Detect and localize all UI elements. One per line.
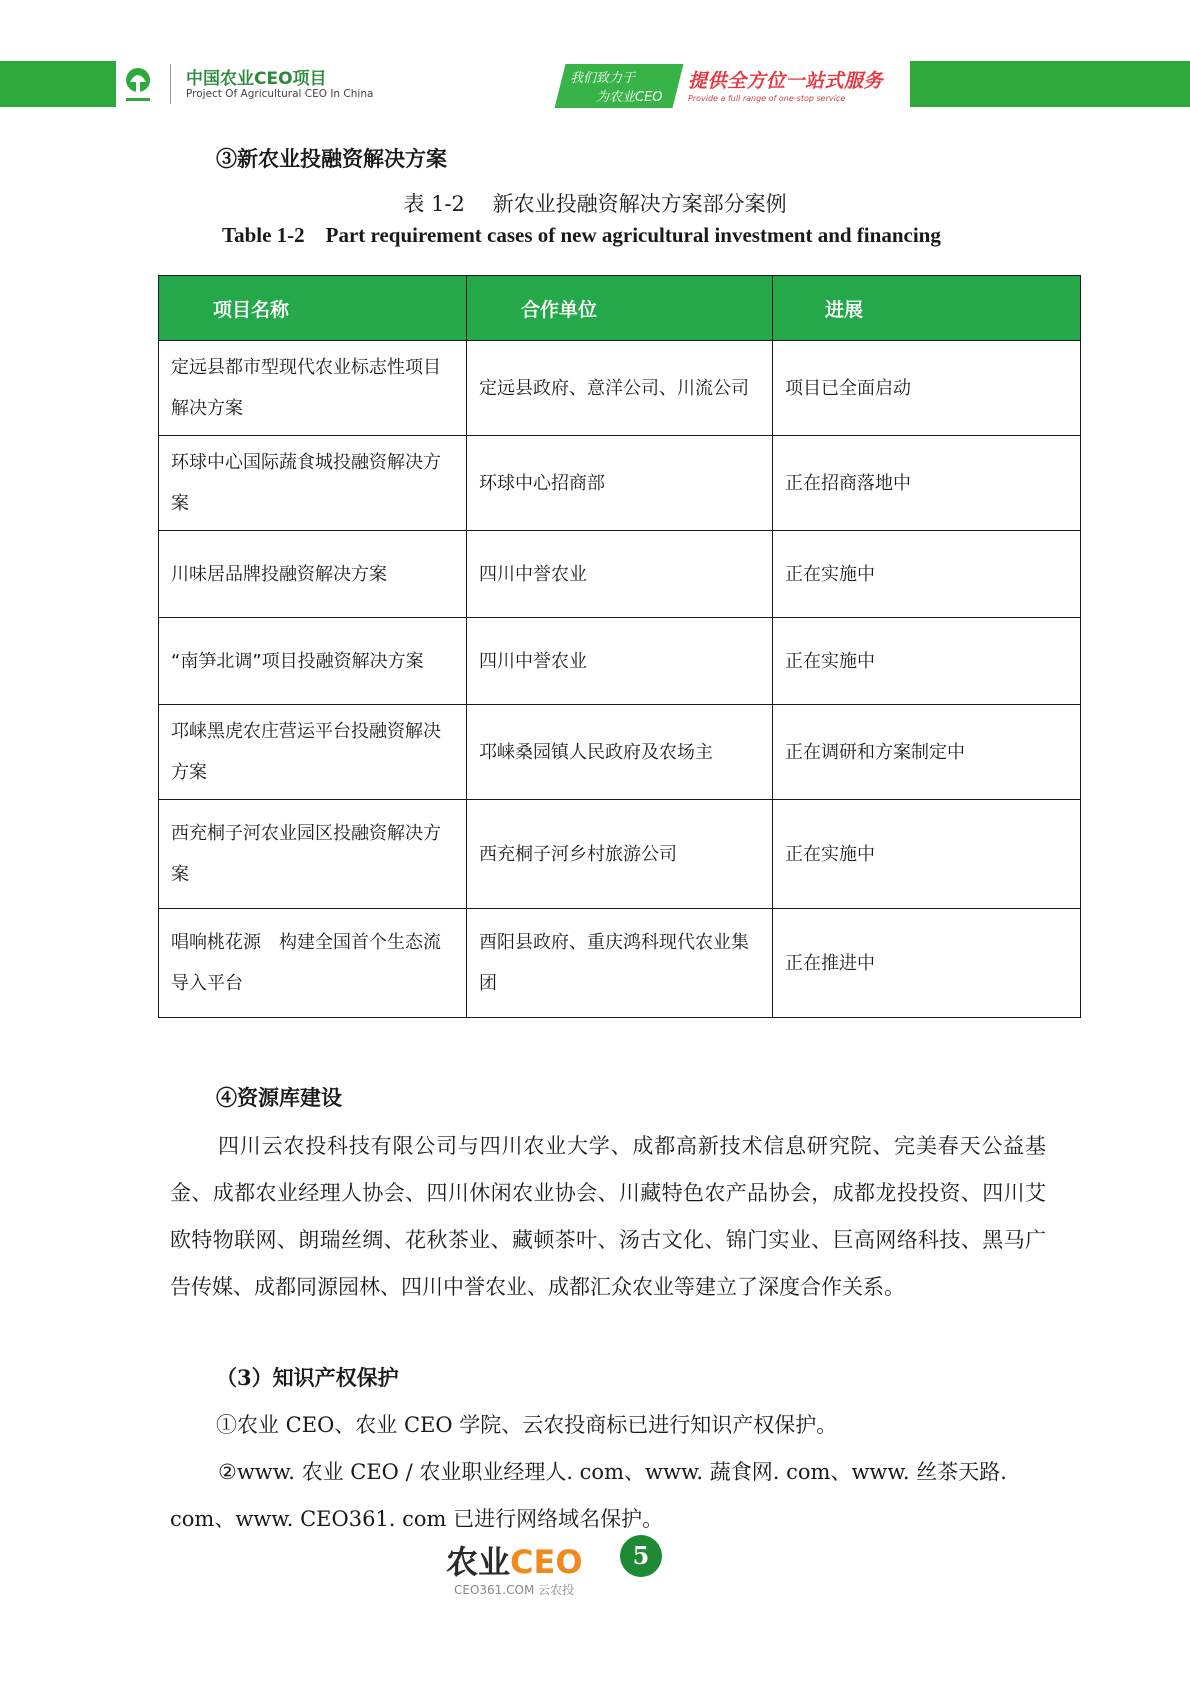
table-row [159, 800, 1081, 909]
cell-progress: 正在推进中 [773, 909, 1081, 1018]
column-header-progress: 进展 [773, 276, 1081, 341]
cell-project-name: 环球中心国际蔬食城投融资解决方案 [159, 436, 467, 531]
slogan-line-2: 为农业CEO [596, 90, 663, 105]
footer-brand [446, 1537, 583, 1583]
cell-partner: 环球中心招商部 [467, 436, 773, 531]
cell-project-name: 唱响桃花源 构建全国首个生态流导入平台 [159, 909, 467, 1018]
resource-paragraph: 四川云农投科技有限公司与四川农业大学、成都高新技术信息研究院、完美春天公益基金、成都农业经理人协会、四川休闲农业协会、川藏特色农产品协会，成都龙投投资、四川艾欧特物联网、朗瑞丝绸、花秋茶业、藏顿茶叶、汤古文化、锦门实业、巨高网络科技、黑马广告传媒、成都同源园林、四川中誉农业、成都汇众农业等建立了深度合作关系。 [170, 1134, 1046, 1299]
resource-section-title: ④资源库建设 [216, 1085, 342, 1110]
header-logo-area [116, 58, 576, 112]
project-name-cn: 中国农业CEO项目 [186, 69, 327, 89]
header-slogan [560, 64, 890, 110]
cell-project-name: 川味居品牌投融资解决方案 [159, 531, 467, 618]
header-green-bar-left [0, 61, 120, 107]
column-header-project: 项目名称 [159, 276, 467, 341]
table-caption-en: Table 1-2 Part requirement cases of new agricultural investment and financing [222, 223, 941, 247]
table-caption-cn: 表 1-2 新农业投融资解决方案部分案例 [403, 192, 787, 216]
project-name-en: Project Of Agricultural CEO In China [186, 88, 374, 100]
slogan-main: 提供全方位一站式服务 [688, 70, 884, 92]
cell-project-name: “南笋北调”项目投融资解决方案 [159, 618, 467, 705]
cell-partner: 定远县政府、意洋公司、川流公司 [467, 341, 773, 436]
cell-partner: 四川中誉农业 [467, 531, 773, 618]
table-row [159, 436, 1081, 531]
logo-divider [170, 64, 171, 104]
cell-project-name: 西充桐子河农业园区投融资解决方案 [159, 800, 467, 909]
table-row [159, 909, 1081, 1018]
table-row [159, 341, 1081, 436]
cell-progress: 正在实施中 [773, 800, 1081, 909]
header-green-bar-right [910, 61, 1190, 107]
cell-progress: 正在调研和方案制定中 [773, 705, 1081, 800]
cases-table [158, 275, 1081, 1018]
slogan-line-1: 我们致力于 [570, 71, 636, 86]
column-header-partner: 合作单位 [467, 276, 773, 341]
footer-brand-en: CEO [510, 1543, 583, 1581]
page-footer [446, 1535, 666, 1605]
table-row [159, 618, 1081, 705]
cell-partner: 西充桐子河乡村旅游公司 [467, 800, 773, 909]
ip-item-2: ②www. 农业 CEO / 农业职业经理人. com、www. 蔬食网. com、www. 丝茶天路. com、www. CEO361. com 已进行网络域名保护。 [170, 1460, 1007, 1531]
cell-partner: 酉阳县政府、重庆鸿科现代农业集团 [467, 909, 773, 1018]
page-header [0, 58, 1190, 112]
footer-url: CEO361.COM 云农投 [454, 1583, 575, 1597]
ip-section-title: （3）知识产权保护 [216, 1365, 399, 1390]
cell-project-name: 定远县都市型现代农业标志性项目解决方案 [159, 341, 467, 436]
slogan-subtitle: Provide a full range of one-stop service [688, 94, 846, 103]
table-header-row [159, 276, 1081, 341]
page-number: 5 [620, 1535, 662, 1577]
footer-brand-cn: 农业 [446, 1543, 511, 1581]
cell-progress: 正在实施中 [773, 531, 1081, 618]
cell-partner: 四川中誉农业 [467, 618, 773, 705]
project-logo-icon [120, 64, 156, 108]
cell-project-name: 邛崃黑虎农庄营运平台投融资解决方案 [159, 705, 467, 800]
cell-progress: 正在实施中 [773, 618, 1081, 705]
table-row [159, 531, 1081, 618]
cell-progress: 项目已全面启动 [773, 341, 1081, 436]
section-title: ③新农业投融资解决方案 [216, 146, 447, 171]
cell-progress: 正在招商落地中 [773, 436, 1081, 531]
cell-partner: 邛崃桑园镇人民政府及农场主 [467, 705, 773, 800]
table-row [159, 705, 1081, 800]
ip-item-1: ①农业 CEO、农业 CEO 学院、云农投商标已进行知识产权保护。 [216, 1413, 838, 1437]
